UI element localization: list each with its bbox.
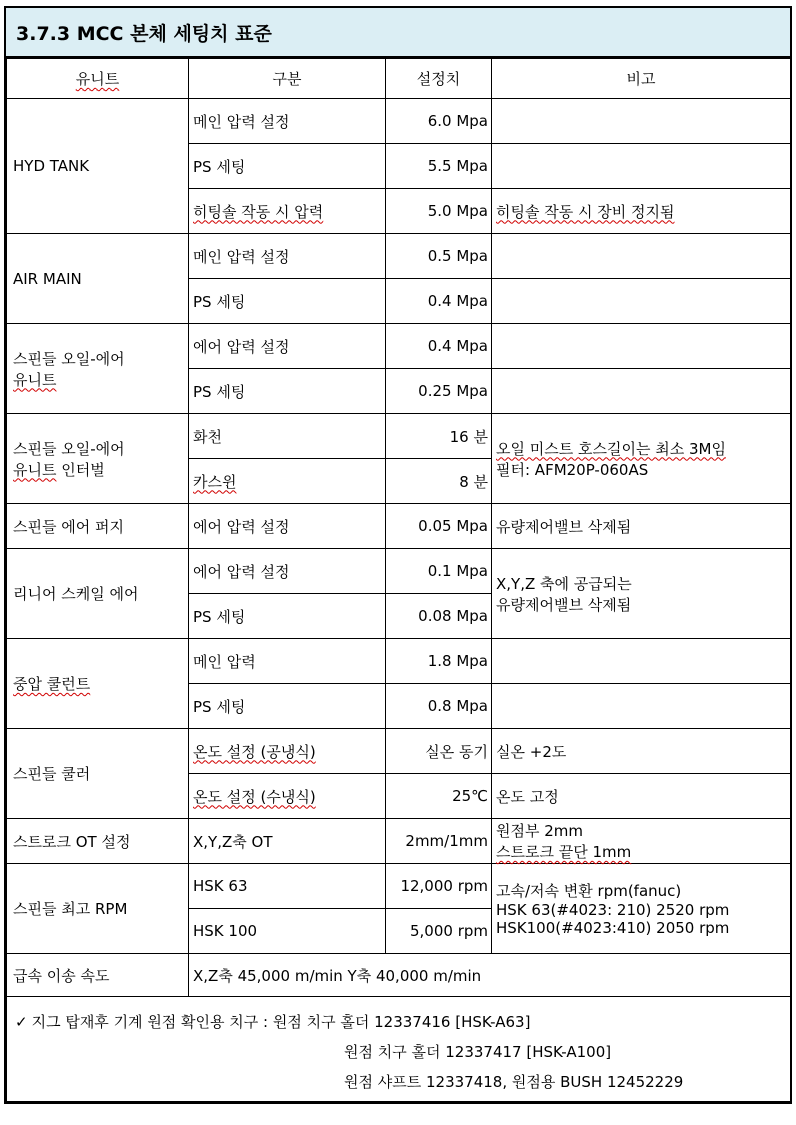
unit-cell: 스핀들 최고 RPM — [7, 864, 189, 954]
category-cell: 메인 압력 — [189, 639, 386, 684]
unit-cell: 스핀들 에어 퍼지 — [7, 504, 189, 549]
remark-cell — [492, 639, 791, 684]
value-cell: 0.08 Mpa — [386, 594, 492, 639]
table-row — [7, 639, 791, 684]
category-cell: 카스윈 — [189, 459, 386, 504]
category-cell: X,Y,Z축 OT — [189, 819, 386, 864]
note-line-3: 원점 샤프트 12337418, 원점용 BUSH 12452229 — [344, 1073, 684, 1091]
value-cell: 0.25 Mpa — [386, 369, 492, 414]
header-unit: 유니트 — [7, 59, 189, 99]
value-cell: 5.5 Mpa — [386, 144, 492, 189]
document-title: 3.7.3 MCC 본체 세팅치 표준 — [16, 22, 272, 45]
remark-cell: 실온 +2도 — [492, 729, 791, 774]
category-cell: 메인 압력 설정 — [189, 234, 386, 279]
remark-cell — [492, 99, 791, 144]
unit-cell: HYD TANK — [7, 99, 189, 234]
value-cell: 16 분 — [386, 414, 492, 459]
unit-cell: 스트로크 OT 설정 — [7, 819, 189, 864]
remark-cell — [492, 279, 791, 324]
unit-cell: AIR MAIN — [7, 234, 189, 324]
unit-cell: 리니어 스케일 에어 — [7, 549, 189, 639]
settings-document — [4, 6, 792, 1104]
value-cell: 2mm/1mm — [386, 819, 492, 864]
settings-table — [6, 58, 791, 1102]
value-cell: 실온 동기 — [386, 729, 492, 774]
header-category: 구분 — [189, 59, 386, 99]
unit-cell: 스핀들 오일-에어 유니트 — [7, 324, 189, 414]
table-row — [7, 234, 791, 279]
table-row — [7, 324, 791, 369]
category-cell: PS 세팅 — [189, 144, 386, 189]
table-row — [7, 549, 791, 594]
value-cell: 0.05 Mpa — [386, 504, 492, 549]
value-cell: 8 분 — [386, 459, 492, 504]
category-cell: PS 세팅 — [189, 279, 386, 324]
category-cell: HSK 100 — [189, 909, 386, 954]
table-row — [7, 819, 791, 864]
category-cell: 온도 설정 (공냉식) — [189, 729, 386, 774]
value-cell: 0.5 Mpa — [386, 234, 492, 279]
category-cell: 메인 압력 설정 — [189, 99, 386, 144]
note-line-2: 원점 치구 홀더 12337417 [HSK-A100] — [344, 1043, 612, 1061]
table-row — [7, 414, 791, 459]
unit-cell: 중압 쿨런트 — [7, 639, 189, 729]
header-remarks: 비고 — [492, 59, 791, 99]
category-cell: 에어 압력 설정 — [189, 324, 386, 369]
value-cell: 6.0 Mpa — [386, 99, 492, 144]
check-icon: ✓ — [15, 1013, 28, 1031]
table-row — [7, 864, 791, 909]
value-cell: 5.0 Mpa — [386, 189, 492, 234]
table-row — [7, 504, 791, 549]
value-cell: 0.8 Mpa — [386, 684, 492, 729]
header-row — [7, 59, 791, 99]
value-cell: 0.1 Mpa — [386, 549, 492, 594]
table-row — [7, 99, 791, 144]
table-row — [7, 729, 791, 774]
unit-cell: 급속 이송 속도 — [7, 954, 189, 997]
note-row — [7, 997, 791, 1102]
remark-cell: 고속/저속 변환 rpm(fanuc) HSK 63(#4023: 210) 2520 rpm HSK100(#4023:410) 2050 rpm — [492, 864, 791, 954]
remark-cell — [492, 144, 791, 189]
unit-cell: 스핀들 쿨러 — [7, 729, 189, 819]
value-cell: 5,000 rpm — [386, 909, 492, 954]
value-cell: 0.4 Mpa — [386, 324, 492, 369]
category-cell: 히팅솔 작동 시 압력 — [189, 189, 386, 234]
remark-cell — [492, 369, 791, 414]
table-row — [7, 954, 791, 997]
remark-cell: 히팅솔 작동 시 장비 정지됨 — [492, 189, 791, 234]
category-cell: 온도 설정 (수냉식) — [189, 774, 386, 819]
value-cell: 12,000 rpm — [386, 864, 492, 909]
value-cell: 25℃ — [386, 774, 492, 819]
header-setting: 설정치 — [386, 59, 492, 99]
title-bar — [6, 8, 790, 58]
category-cell: 화천 — [189, 414, 386, 459]
remark-cell: 원점부 2mm 스트로크 끝단 1mm — [492, 819, 791, 864]
category-cell: 에어 압력 설정 — [189, 504, 386, 549]
category-cell: HSK 63 — [189, 864, 386, 909]
category-cell: PS 세팅 — [189, 594, 386, 639]
remark-cell: 오일 미스트 호스길이는 최소 3M임 필터: AFM20P-060AS — [492, 414, 791, 504]
category-cell: 에어 압력 설정 — [189, 549, 386, 594]
remark-cell: X,Y,Z 축에 공급되는 유량제어밸브 삭제됨 — [492, 549, 791, 639]
note-cell — [7, 997, 791, 1102]
category-cell: PS 세팅 — [189, 684, 386, 729]
value-cell: X,Z축 45,000 m/min Y축 40,000 m/min — [189, 954, 791, 997]
remark-cell: 유량제어밸브 삭제됨 — [492, 504, 791, 549]
remark-cell — [492, 324, 791, 369]
value-cell: 1.8 Mpa — [386, 639, 492, 684]
remark-cell — [492, 684, 791, 729]
category-cell: PS 세팅 — [189, 369, 386, 414]
remark-cell: 온도 고정 — [492, 774, 791, 819]
note-line-1: ✓ 지그 탑재후 기계 원점 확인용 치구 : 원점 치구 홀더 12337416 [HSK-A63] — [15, 1007, 782, 1037]
remark-cell — [492, 234, 791, 279]
unit-cell: 스핀들 오일-에어 유니트 인터벌 — [7, 414, 189, 504]
value-cell: 0.4 Mpa — [386, 279, 492, 324]
